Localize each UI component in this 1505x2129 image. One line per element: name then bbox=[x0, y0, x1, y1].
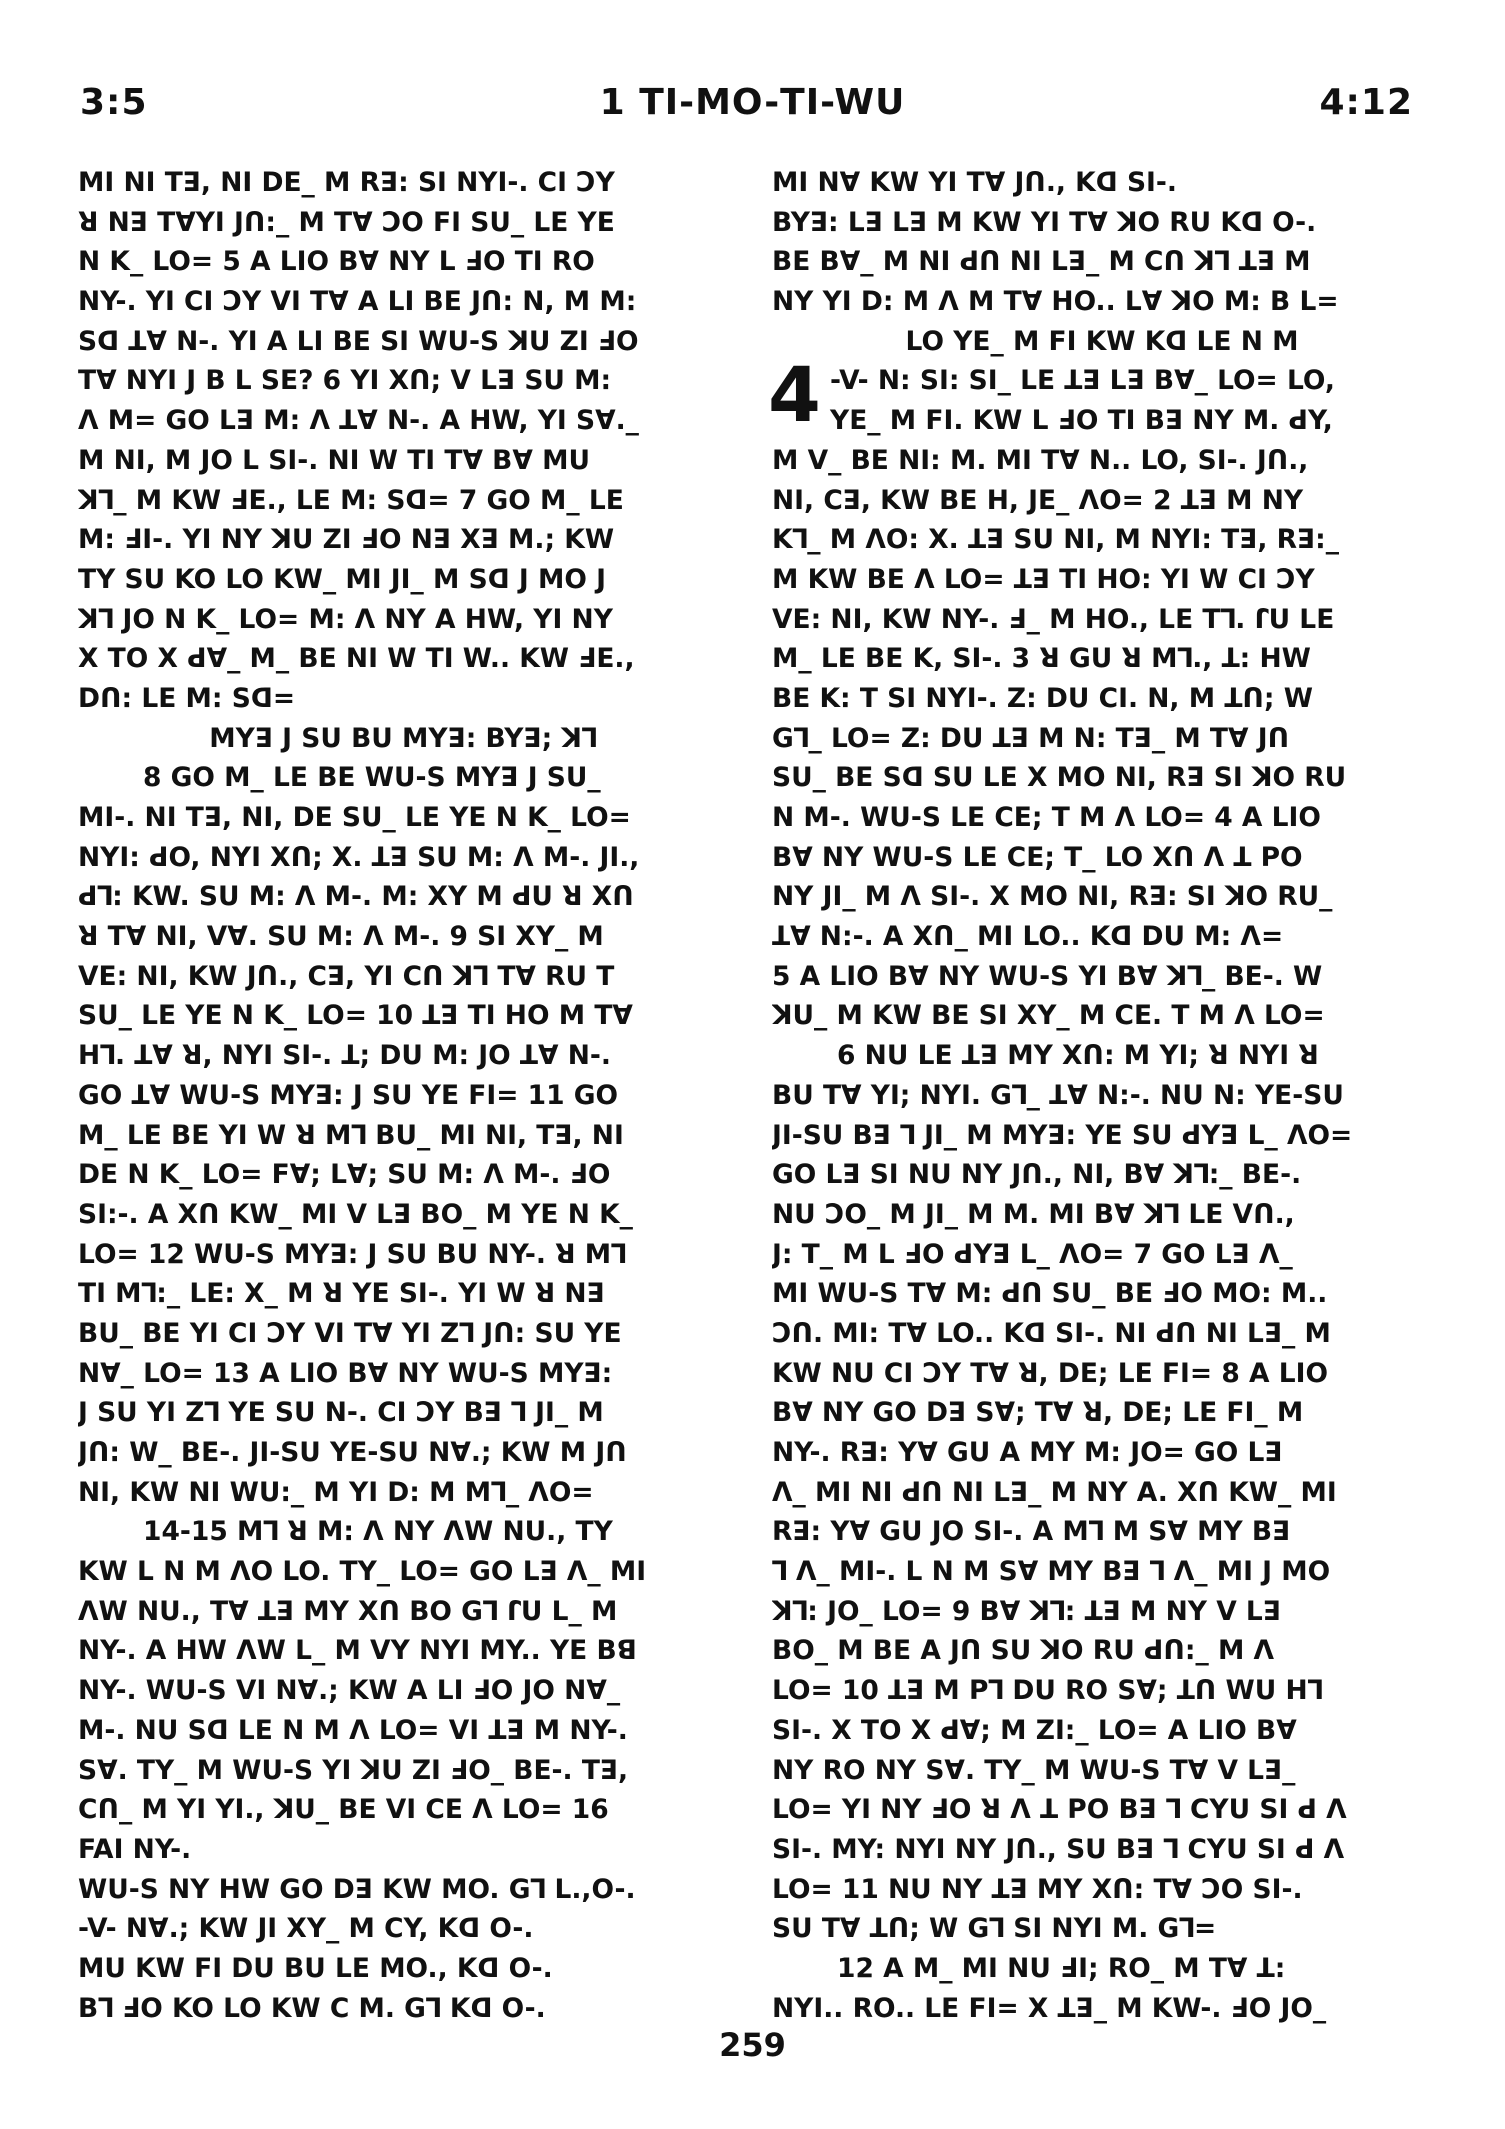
text-line: Jꓵ: W_ BE-. JI-SU YE-SU Nꓯ.; KW M Jꓵ bbox=[78, 1437, 627, 1468]
text-line: DE N K_ LO= Fꓯ; Lꓯ; SU M: ꓥ M-. ꓞO bbox=[78, 1159, 611, 1191]
text-line: ꓘꓶ: JO_ LO= 9 Bꓯ ꓘꓶ: ꓕꓱ M NY V Lꓱ bbox=[772, 1595, 1281, 1627]
text-line: ꓘꓶ JO N K_ LO= M: ꓥ NY A HW, YI NY bbox=[78, 603, 613, 635]
text-line: KW L N M ꓥO LO. TY_ LO= GO Lꓱ ꓥ_ MI bbox=[78, 1556, 647, 1588]
text-line: KW NU CI ꓛY Tꓯ ꓤ, DE; LE FI= 8 A LIO bbox=[772, 1357, 1329, 1389]
left-text-column bbox=[78, 163, 728, 2028]
text-line: SI-. X TO X ꓒꓯ; M ZI:_ LO= A LIO Bꓯ bbox=[772, 1714, 1297, 1746]
text-line: MI Nꓯ KW YI Tꓯ Jꓵ., Kꓷ SI-. bbox=[772, 167, 1177, 198]
text-line: NY-. WU-S VI Nꓯ.; KW A LI ꓞO JO Nꓯ_ bbox=[78, 1675, 621, 1707]
text-line: ꓛꓵ. MI: Tꓯ LO.. Kꓷ SI-. NI ꓒꓵ NI Lꓱ_ M bbox=[772, 1317, 1331, 1349]
text-line: M-. NU Sꓷ LE N M ꓥ LO= VI ꓕꓱ M NY-. bbox=[78, 1714, 628, 1746]
text-line: BYꓱ: Lꓱ Lꓱ M KW YI Tꓯ ꓘO RU Kꓷ O-. bbox=[772, 206, 1317, 238]
text-line: Kꓶ_ M ꓥO: X. ꓕꓱ SU NI, M NYI: Tꓱ, Rꓱ:_ bbox=[772, 524, 1339, 556]
text-line: M V_ BE NI: M. MI Tꓯ N.. LO, SI-. Jꓵ., bbox=[772, 444, 1309, 476]
text-line: Hꓶ. ꓕꓯ ꓤ, NYI SI-. ꓕ; DU M: JO ꓕꓯ N-. bbox=[78, 1040, 611, 1072]
text-line: SU_ BE Sꓷ SU LE X MO NI, Rꓱ SI ꓘO RU bbox=[772, 762, 1347, 794]
text-line: J: T_ M L ꓞO ꓒYꓱ L_ ꓥO= 7 GO Lꓱ ꓥ_ bbox=[772, 1238, 1293, 1270]
text-line: NY-. A HW ꓥW L_ M VY NYI MY.. YE Bꓭ bbox=[78, 1635, 637, 1667]
text-line: SI-. MY: NYI NY Jꓵ., SU Bꓱ ꓶ CYU SI ꓒ ꓥ bbox=[772, 1833, 1345, 1865]
text-line: SU Tꓯ ꓕꓵ; W Gꓶ SI NYI M. Gꓶ= bbox=[772, 1913, 1217, 1945]
chapter-verse-end: 4:12 bbox=[1319, 82, 1413, 123]
text-line: MI NI Tꓱ, NI DE_ M Rꓱ: SI NYI-. CI ꓛY bbox=[78, 167, 615, 198]
text-line: Bꓯ NY GO Dꓱ Sꓯ; Tꓯ ꓤ, DE; LE FI_ M bbox=[772, 1397, 1304, 1429]
text-line: ꓥW NU., Tꓯ ꓕꓱ MY Xꓵ BO Gꓶ ꓩU L_ M bbox=[78, 1595, 618, 1627]
text-line: MI WU-S Tꓯ M: ꓒꓵ SU_ BE ꓞO MO: M.. bbox=[772, 1278, 1328, 1310]
text-line: 14-15 Mꓶ ꓤ M: ꓥ NY ꓥW NU., TY bbox=[143, 1516, 613, 1548]
text-line: N K_ LO= 5 A LIO Bꓯ NY L ꓞO ꓔI RO bbox=[78, 246, 595, 278]
text-line: Bꓯ NY WU-S LE CE; T_ LO Xꓵ ꓥ ꓕ PO bbox=[772, 841, 1303, 873]
text-line: LO= 12 WU-S MYꓱ: J SU BU NY-. ꓤ Mꓶ bbox=[78, 1238, 626, 1270]
text-line: Cꓵ_ M YI YI., ꓘU_ BE VI CE ꓥ LO= 16 bbox=[78, 1794, 609, 1826]
text-line: M_ LE BE K, SI-. 3 ꓤ GU ꓤ Mꓶ., ꓕ: HW bbox=[772, 643, 1311, 675]
text-line: VE: NI, KW Jꓵ., Cꓱ, YI Cꓵ ꓘꓶ Tꓯ RU T bbox=[78, 960, 615, 992]
text-line: BU Tꓯ YI; NYI. Gꓶ_ ꓕꓯ N:-. NU N: YE-SU bbox=[772, 1079, 1344, 1111]
text-line: X TO X ꓒꓯ_ M_ BE NI W TI W.. KW ꓞE., bbox=[78, 643, 635, 675]
text-line: LO= YI NY ꓞO ꓤ ꓥ ꓕ PO Bꓱ ꓶ CYU SI ꓒ ꓥ bbox=[772, 1794, 1347, 1826]
chapter-verse-start: 3:5 bbox=[80, 82, 148, 123]
text-line: ꓕꓯ N:-. A Xꓵ_ MI LO.. Kꓷ DU M: ꓥ= bbox=[772, 921, 1284, 953]
text-line: WU-S NY HW GO Dꓱ KW MO. Gꓶ L.,O-. bbox=[78, 1873, 636, 1905]
text-line: ꓔI Mꓶ:_ LE: X_ M ꓤ YE SI-. YI W ꓤ Nꓱ bbox=[78, 1278, 605, 1310]
text-line: GO ꓕꓯ WU-S MYꓱ: J SU YE FI= 11 GO bbox=[78, 1079, 619, 1111]
text-line: M NI, M JO L SI-. NI W TI Tꓯ Bꓯ MU bbox=[78, 444, 591, 476]
text-line: 12 A M_ MI NU ꓞI; RO_ M Tꓯ ꓕ: bbox=[837, 1952, 1286, 1984]
text-line: YE_ M FI. KW L ꓞO ꓔI Bꓱ NY M. ꓒY, bbox=[830, 405, 1333, 437]
text-line: Sꓯ. TY_ M WU-S YI ꓘU ZI ꓞO_ BE-. Tꓱ, bbox=[78, 1754, 629, 1786]
text-line: M KW BE ꓥ LO= ꓕꓱ ꓔI HO: YI W CI ꓛY bbox=[772, 563, 1315, 595]
right-text-column bbox=[768, 163, 1432, 2028]
text-line: Bꓶ ꓞO KO LO KW C M. Gꓶ Kꓷ O-. bbox=[78, 1992, 546, 2024]
text-line: NU ꓛO_ M JI_ M M. MI Bꓯ ꓘꓶ LE Vꓵ., bbox=[772, 1198, 1295, 1230]
text-line: LO= 10 ꓕꓱ M Pꓶ DU RO Sꓯ; ꓕꓵ WU Hꓶ bbox=[772, 1675, 1323, 1707]
section-heading: LO YE_ M FI KW Kꓷ LE N M bbox=[905, 325, 1299, 357]
text-line: J SU YI Zꓶ YE SU N-. CI ꓛY Bꓱ ꓶ JI_ M bbox=[78, 1397, 604, 1429]
text-line: TY SU KO LO KW_ MI JI_ M Sꓷ J MO J bbox=[78, 563, 606, 595]
text-line: VE: NI, KW NY-. ꓞ_ M HO., LE Tꓶ. ꓩU LE bbox=[772, 603, 1335, 635]
text-line: Gꓶ_ LO= Z: DU ꓕꓱ M N: Tꓱ_ M Tꓯ Jꓵ bbox=[772, 722, 1290, 754]
text-line: MU KW FI DU BU LE MO., Kꓷ O-. bbox=[78, 1952, 553, 1984]
text-line: BE K: T SI NYI-. Z: DU CI. N, M ꓕꓵ; W bbox=[772, 682, 1313, 714]
text-line: NY-. Rꓱ: Yꓯ GU A MY M: JO= GO Lꓱ bbox=[772, 1437, 1283, 1468]
text-line: 6 NU LE ꓕꓱ MY Xꓵ: M YI; ꓤ NYI ꓤ bbox=[837, 1040, 1319, 1072]
text-line: -V- N: SI: SI_ LE ꓕꓱ Lꓱ Bꓯ_ LO= LO, bbox=[830, 365, 1335, 397]
text-line: ꓥ_ MI NI ꓒꓵ NI Lꓱ_ M NY A. Xꓵ KW_ MI bbox=[772, 1476, 1337, 1508]
text-line: SI:-. A Xꓵ KW_ MI V Lꓱ BO_ M YE N K_ bbox=[78, 1198, 633, 1230]
text-line: Nꓯ_ LO= 13 A LIO Bꓯ NY WU-S MYꓱ: bbox=[78, 1357, 613, 1389]
section-heading: MYꓱ J SU BU MYꓱ: BYꓱ; ꓘꓶ bbox=[209, 722, 597, 754]
text-line: N M-. WU-S LE CE; T M ꓥ LO= 4 A LIO bbox=[772, 802, 1321, 833]
text-line: NY YI D: M ꓥ M Tꓯ HO.. Lꓯ ꓘO M: B L= bbox=[772, 286, 1339, 318]
text-line: ꓤ Tꓯ NI, Vꓯ. SU M: ꓥ M-. 9 SI XY_ M bbox=[78, 921, 604, 953]
text-line: 8 GO M_ LE BE WU-S MYꓱ J SU_ bbox=[143, 762, 601, 794]
text-line: SU_ LE YE N K_ LO= 10 ꓕꓱ ꓔI HO M Tꓯ bbox=[78, 1000, 633, 1032]
text-line: -V- Nꓯ.; KW JI XY_ M CY, Kꓷ O-. bbox=[78, 1913, 534, 1945]
chapter-number-dropcap: 4 bbox=[768, 350, 821, 440]
page-number: 259 bbox=[719, 2026, 786, 2064]
text-line: BU_ BE YI CI ꓛY VI Tꓯ YI Zꓶ Jꓵ: SU YE bbox=[78, 1317, 622, 1349]
text-line: MI-. NI Tꓱ, NI, DE SU_ LE YE N K_ LO= bbox=[78, 802, 631, 833]
text-line: NY RO NY Sꓯ. TY_ M WU-S Tꓯ V Lꓱ_ bbox=[772, 1754, 1296, 1786]
text-line: Sꓷ ꓕꓯ N-. YI A LI BE SI WU-S ꓘU ZI ꓞO bbox=[78, 325, 639, 357]
text-line: NYI.. RO.. LE FI= X ꓕꓱ_ M KW-. ꓞO JO_ bbox=[772, 1992, 1327, 2024]
text-line: Tꓯ NYI J B L SE? 6 YI Xꓵ; V Lꓱ SU M: bbox=[78, 365, 612, 397]
text-line: 5 A LIO Bꓯ NY WU-S YI Bꓯ ꓘꓶ_ BE-. W bbox=[772, 960, 1323, 992]
text-line: NI, KW NI WU:_ M YI D: M Mꓶ_ ꓥO= bbox=[78, 1476, 594, 1508]
text-line: ꓤ Nꓱ TꓯYI Jꓵ:_ M Tꓯ ꓛO FI SU_ LE YE bbox=[78, 206, 615, 238]
text-line: NI, Cꓱ, KW BE H, JE_ ꓥO= 2 ꓕꓱ M NY bbox=[772, 484, 1304, 516]
text-line: Rꓱ: Yꓯ GU JO SI-. A Mꓶ M Sꓯ MY Bꓱ bbox=[772, 1516, 1291, 1548]
text-line: FAI NY-. bbox=[78, 1833, 192, 1865]
text-line: ꓒꓶ: KW. SU M: ꓥ M-. M: XY M ꓒU ꓤ Xꓵ bbox=[78, 881, 634, 913]
text-line: BO_ M BE A Jꓵ SU ꓘO RU ꓒꓵ:_ M ꓥ bbox=[772, 1635, 1275, 1667]
text-line: NY JI_ M ꓥ SI-. X MO NI, Rꓱ: SI ꓘO RU_ bbox=[772, 881, 1333, 913]
text-line: ꓥ M= GO Lꓱ M: ꓥ ꓕꓯ N-. A HW, YI Sꓯ._ bbox=[78, 405, 639, 437]
text-line: Dꓵ: LE M: Sꓷ= bbox=[78, 682, 296, 714]
book-title: 1 ꓔI-MO-ꓔI-WU bbox=[599, 82, 906, 123]
text-line: GO Lꓱ SI NU NY Jꓵ., NI, Bꓯ ꓘꓶ:_ BE-. bbox=[772, 1159, 1302, 1191]
text-line: ꓘꓶ_ M KW ꓞE., LE M: Sꓷ= 7 GO M_ LE bbox=[78, 484, 624, 516]
text-line: ꓶ ꓥ_ MI-. L N M Sꓯ MY Bꓱ ꓶ ꓥ_ MI J MO bbox=[772, 1556, 1331, 1588]
text-line: BE Bꓯ_ M NI ꓒꓵ NI Lꓱ_ M Cꓵ ꓘꓶ ꓕꓱ M bbox=[772, 246, 1311, 278]
text-line: LO= 11 NU NY ꓕꓱ MY Xꓵ: Tꓯ ꓛO SI-. bbox=[772, 1873, 1303, 1905]
text-line: JI-SU Bꓱ ꓶ JI_ M MYꓱ: YE SU ꓒYꓱ L_ ꓥO= bbox=[772, 1119, 1353, 1151]
text-line: ꓘU_ M KW BE SI XY_ M CE. T M ꓥ LO= bbox=[772, 1000, 1325, 1032]
text-line: M: ꓞI-. YI NY ꓘU ZI ꓞO Nꓱ Xꓱ M.; KW bbox=[78, 524, 615, 556]
text-line: NY-. YI CI ꓛY VI Tꓯ A LI BE Jꓵ: N, M M: bbox=[78, 286, 637, 318]
text-line: M_ LE BE YI W ꓤ Mꓶ BU_ MI NI, Tꓱ, NI bbox=[78, 1119, 624, 1151]
text-line: NYI: ꓒO, NYI Xꓵ; X. ꓕꓱ SU M: ꓥ M-. JI., bbox=[78, 841, 640, 873]
